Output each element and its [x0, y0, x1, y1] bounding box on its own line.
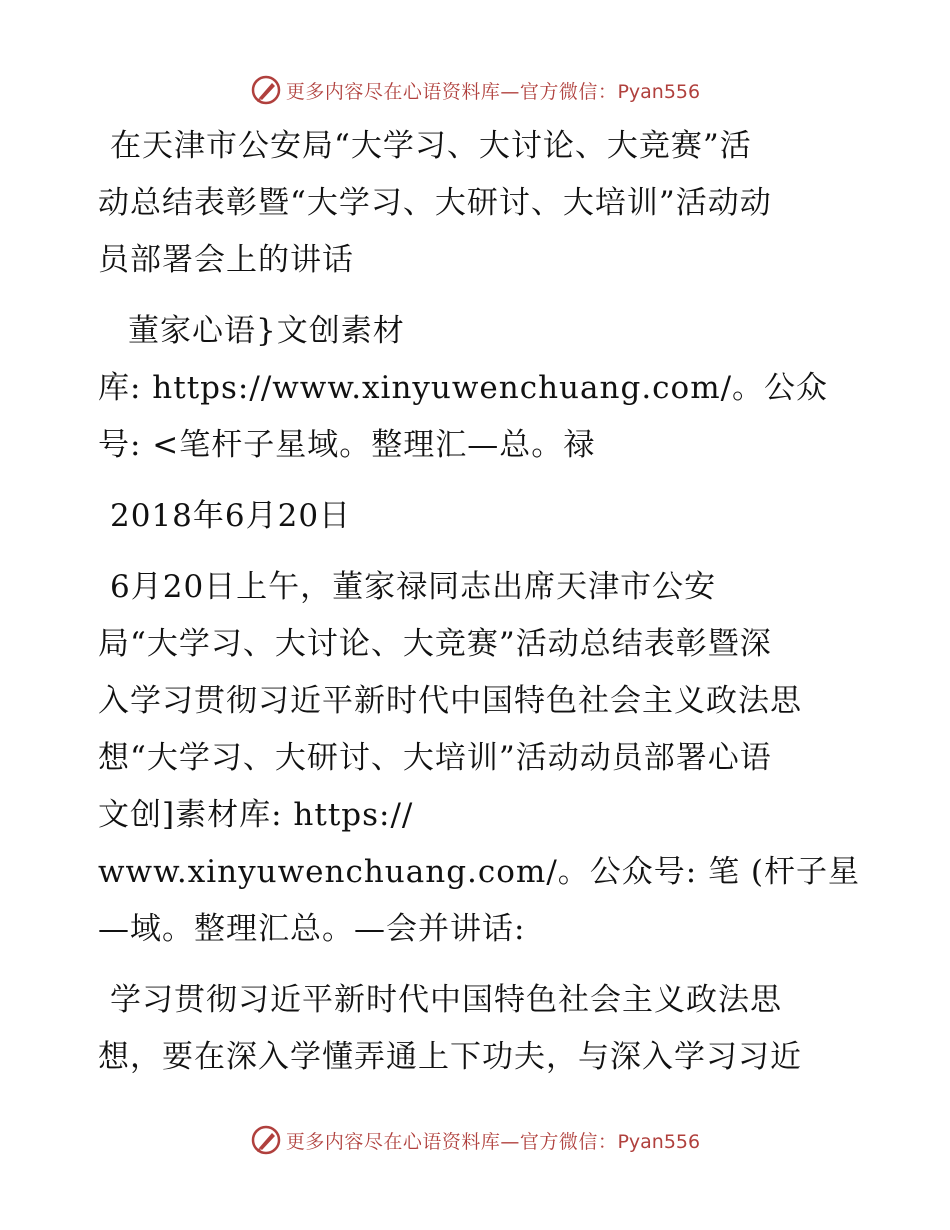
paragraph-line: 入学习贯彻习近平新时代中国特色社会主义政法思 [98, 683, 802, 719]
source-line: 号: <笔杆子星域。整理汇—总。禄 [98, 427, 596, 463]
paragraph-line: —域。整理汇总。—会并讲话: [98, 911, 526, 947]
title-line: 动总结表彰暨“大学习、大研讨、大培训”活动动 [98, 185, 772, 221]
source-line: 库: https://www.xinyuwenchuang.com/。公众 [98, 370, 829, 406]
paragraph-line: www.xinyuwenchuang.com/。公众号: 笔 (杆子星 [98, 854, 861, 890]
quill-logo-icon [250, 74, 282, 106]
document-title [98, 118, 858, 289]
title-line: 员部署会上的讲话 [98, 242, 354, 278]
paragraph-line: 学习贯彻习近平新时代中国特色社会主义政法思 [110, 982, 782, 1018]
source-note [98, 303, 858, 474]
paragraph-line: 局“大学习、大讨论、大竞赛”活动总结表彰暨深 [98, 626, 772, 662]
quill-logo-icon [250, 1124, 282, 1156]
paragraph-line: 想，要在深入学懂弄通上下功夫，与深入学习习近 [98, 1039, 802, 1075]
header-watermark-banner [0, 70, 950, 110]
title-line: 在天津市公安局“大学习、大讨论、大竞赛”活 [110, 128, 752, 164]
watermark-text: 更多内容尽在心语资料库—官方微信：Pyan556 [285, 1130, 701, 1153]
footer-watermark-banner [0, 1120, 950, 1160]
paragraph-line: 文创]素材库: https:// [98, 797, 414, 833]
paragraph-2 [98, 972, 858, 1086]
document-date: 2018年6月20日 [110, 498, 352, 534]
source-line: 董家心语}文创素材 [128, 313, 405, 349]
document-body [98, 118, 861, 1086]
paragraph-line: 6月20日上午，董家禄同志出席天津市公安 [110, 569, 717, 605]
paragraph-1 [98, 559, 861, 958]
paragraph-line: 想“大学习、大研讨、大培训”活动动员部署心语 [98, 740, 772, 776]
watermark-text: 更多内容尽在心语资料库—官方微信：Pyan556 [285, 80, 701, 103]
